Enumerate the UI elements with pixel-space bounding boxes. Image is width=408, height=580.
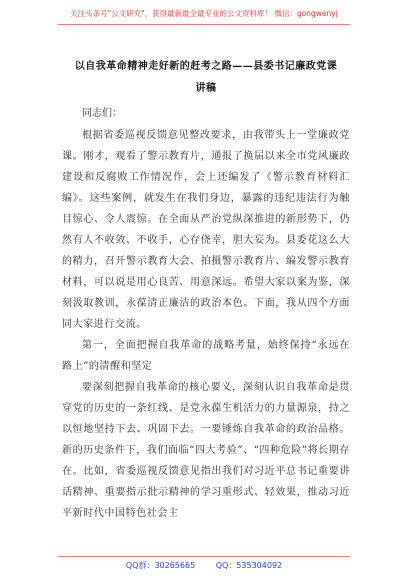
footer-qq-group: QQ群：30265665: [125, 561, 196, 570]
document-title: [62, 56, 350, 100]
footer: [0, 560, 408, 571]
title-line-1: 以自我革命精神走好新的赶考之路——县委书记廉政党课: [74, 61, 338, 72]
title-line-2: 讲稿: [195, 83, 217, 94]
document-body: [62, 56, 350, 524]
header-divider: [58, 24, 350, 25]
paragraph-2: 要深刻把握自我革命的核心要义，深刻认识自我革命是贯穿党的历史的一条红线、是党永葆生机活力的力量源泉，持之以恒地坚持下去、巩固下去。一要锤炼自我革命的政治品格。新的历史条件下，我们面临“四大考验”、“四种危险”将长期存在。比如，省委巡视反馈意见指出我们对习近平总书记重要讲话精神、重要指示批示精神的学习重形式、轻效果，推动习近平新时代中国特色社会主: [62, 382, 350, 519]
footer-qq: QQ：535304092: [215, 561, 283, 570]
footer-divider: [58, 556, 350, 557]
paragraph-1: 根据省委巡视反馈意见整改要求，由我带头上一堂廉政党课。刚才，观看了警示教育片，通报了换届以来全市党风廉政建设和反腐败工作情况作，会上还编发了《警示教育材料汇编》。这些案例，就发生在我们身边，暴露的违纪违法行为触目惊心、令人震惊。在全面从严治党纵深推进的新形势下，仍然有人不收敛、不收手，心存侥幸，胆大妄为。县委花这么大的精力，召开警示教育大会、拍摄警示教育片、编发警示教育材料，可以说是用心良苦、用意深远。希望大家以案为鉴，深刻汲取教训，永葆清正廉洁的政治本色。下面，我从四个方面同大家进行交流。: [62, 130, 350, 330]
salutation: 同志们：: [82, 108, 122, 119]
section-heading-1: 第一，全面把握自我革命的战略考量，始终保持“永远在路上”的清醒和坚定: [62, 340, 350, 372]
header-banner: 关注头条号"公文研究"，获得最新最全最专业的公文资料库！ 微信：gongwenyj: [70, 9, 338, 18]
